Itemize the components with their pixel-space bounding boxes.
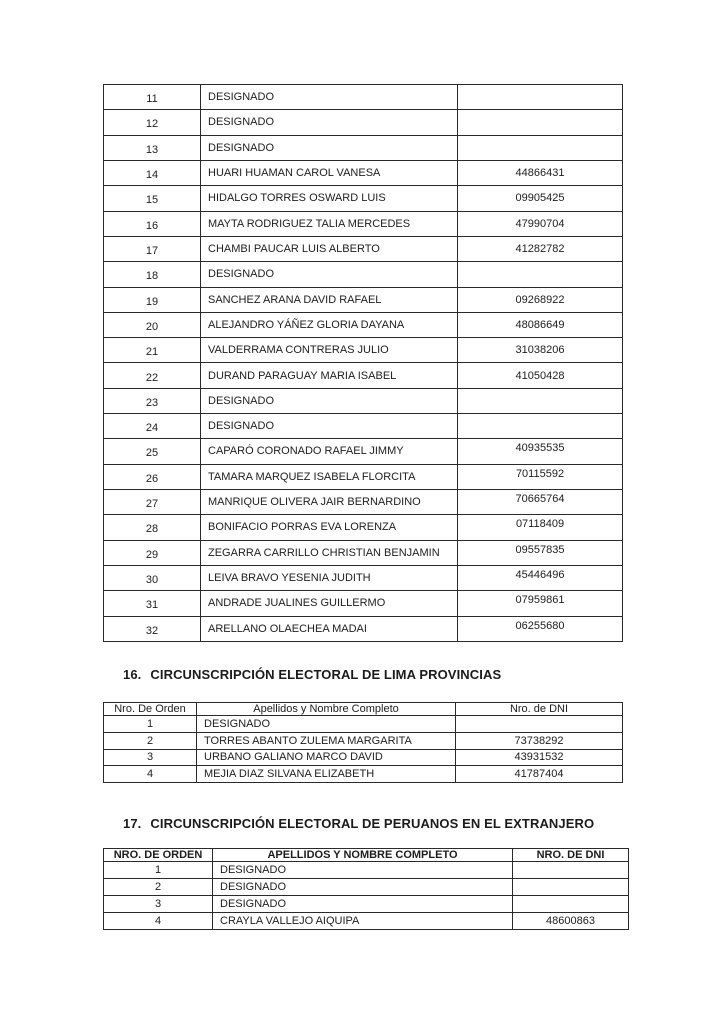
dni-number-cell (458, 414, 623, 439)
order-number-cell: 26 (104, 464, 201, 489)
section-16-heading (123, 667, 501, 682)
order-number-cell: 15 (104, 186, 201, 211)
table-row (104, 287, 623, 312)
table-header-row (104, 849, 629, 862)
order-number-cell: 3 (104, 896, 213, 913)
order-number-cell: 25 (104, 439, 201, 464)
dni-number-cell: 47990704 (458, 211, 623, 236)
table-header-row (104, 703, 623, 716)
table-row (104, 414, 623, 439)
full-name-cell: ALEJANDRO YÁÑEZ GLORIA DAYANA (201, 312, 458, 337)
table-row (104, 591, 623, 616)
dni-number-cell: 07959861 (458, 591, 623, 616)
full-name-cell: SANCHEZ ARANA DAVID RAFAEL (201, 287, 458, 312)
table-row (104, 565, 623, 590)
order-number-cell: 3 (104, 749, 197, 766)
table-row (104, 766, 623, 783)
full-name-cell: ARELLANO OLAECHEA MADAI (201, 616, 458, 641)
dni-number-cell: 44866431 (458, 160, 623, 185)
order-number-cell: 27 (104, 490, 201, 515)
full-name-cell: DESIGNADO (201, 135, 458, 160)
order-number-cell: 4 (104, 766, 197, 783)
table-row (104, 388, 623, 413)
table-row (104, 540, 623, 565)
full-name-cell: DESIGNADO (201, 414, 458, 439)
full-name-cell: MEJIA DIAZ SILVANA ELIZABETH (197, 766, 456, 783)
order-number-cell: 4 (104, 913, 213, 930)
electoral-list-continuation-table (103, 84, 623, 642)
full-name-cell: DESIGNADO (201, 110, 458, 135)
dni-number-cell: 41787404 (456, 766, 623, 783)
section-16-title: CIRCUNSCRIPCIÓN ELECTORAL DE LIMA PROVINCIAS (150, 667, 502, 682)
order-number-cell: 21 (104, 338, 201, 363)
dni-number-cell: 06255680 (458, 616, 623, 641)
full-name-cell: BONIFACIO PORRAS EVA LORENZA (201, 515, 458, 540)
dni-number-cell: 09268922 (458, 287, 623, 312)
table-row (104, 236, 623, 261)
order-number-cell: 31 (104, 591, 201, 616)
dni-number-cell: 48086649 (458, 312, 623, 337)
full-name-cell: URBANO GALIANO MARCO DAVID (197, 749, 456, 766)
order-number-cell: 17 (104, 236, 201, 261)
dni-number-cell: 41282782 (458, 236, 623, 261)
table-row (104, 490, 623, 515)
order-number-cell: 2 (104, 732, 197, 749)
full-name-cell: TORRES ABANTO ZULEMA MARGARITA (197, 732, 456, 749)
table-row (104, 913, 629, 930)
full-name-cell: MANRIQUE OLIVERA JAIR BERNARDINO (201, 490, 458, 515)
order-number-cell: 18 (104, 262, 201, 287)
table-row (104, 732, 623, 749)
order-number-cell: 28 (104, 515, 201, 540)
dni-number-cell: 48600863 (513, 913, 629, 930)
order-number-cell: 16 (104, 211, 201, 236)
order-number-cell: 20 (104, 312, 201, 337)
section-17-heading (123, 816, 594, 831)
dni-number-cell (458, 262, 623, 287)
dni-number-cell: 70665764 (458, 490, 623, 515)
dni-number-cell (513, 862, 629, 879)
table-row (104, 896, 629, 913)
dni-number-cell (513, 896, 629, 913)
order-number-cell: 19 (104, 287, 201, 312)
table-row (104, 439, 623, 464)
order-column-header: NRO. DE ORDEN (104, 849, 213, 862)
dni-number-cell: 43931532 (456, 749, 623, 766)
table-row (104, 338, 623, 363)
dni-number-cell: 41050428 (458, 363, 623, 388)
table-row (104, 262, 623, 287)
table-row (104, 879, 629, 896)
name-column-header: Apellidos y Nombre Completo (197, 703, 456, 716)
section-17-number: 17. (123, 816, 142, 831)
order-number-cell: 14 (104, 160, 201, 185)
order-number-cell: 2 (104, 879, 213, 896)
dni-number-cell (513, 879, 629, 896)
dni-number-cell: 07118409 (458, 515, 623, 540)
dni-number-cell (456, 716, 623, 733)
table-row (104, 85, 623, 110)
table-row (104, 186, 623, 211)
full-name-cell: CRAYLA VALLEJO AIQUIPA (213, 913, 513, 930)
full-name-cell: HIDALGO TORRES OSWARD LUIS (201, 186, 458, 211)
full-name-cell: DESIGNADO (201, 388, 458, 413)
order-number-cell: 24 (104, 414, 201, 439)
order-number-cell: 12 (104, 110, 201, 135)
dni-number-cell: 45446496 (458, 565, 623, 590)
order-number-cell: 11 (104, 85, 201, 110)
table-row (104, 211, 623, 236)
full-name-cell: ZEGARRA CARRILLO CHRISTIAN BENJAMIN (201, 540, 458, 565)
full-name-cell: DESIGNADO (213, 879, 513, 896)
dni-number-cell (458, 85, 623, 110)
table-row (104, 312, 623, 337)
full-name-cell: TAMARA MARQUEZ ISABELA FLORCITA (201, 464, 458, 489)
order-number-cell: 1 (104, 716, 197, 733)
dni-column-header: Nro. de DNI (456, 703, 623, 716)
full-name-cell: VALDERRAMA CONTRERAS JULIO (201, 338, 458, 363)
dni-number-cell: 73738292 (456, 732, 623, 749)
full-name-cell: DESIGNADO (201, 262, 458, 287)
table-row (104, 135, 623, 160)
peruanos-extranjero-table (103, 848, 629, 930)
full-name-cell: LEIVA BRAVO YESENIA JUDITH (201, 565, 458, 590)
full-name-cell: ANDRADE JUALINES GUILLERMO (201, 591, 458, 616)
order-number-cell: 30 (104, 565, 201, 590)
full-name-cell: DESIGNADO (201, 85, 458, 110)
dni-number-cell (458, 110, 623, 135)
full-name-cell: MAYTA RODRIGUEZ TALIA MERCEDES (201, 211, 458, 236)
section-17-title: CIRCUNSCRIPCIÓN ELECTORAL DE PERUANOS EN EL EXTRANJERO (150, 816, 595, 831)
full-name-cell: DESIGNADO (213, 862, 513, 879)
order-number-cell: 22 (104, 363, 201, 388)
name-column-header: APELLIDOS Y NOMBRE COMPLETO (213, 849, 513, 862)
table-row (104, 363, 623, 388)
dni-column-header: NRO. DE DNI (513, 849, 629, 862)
full-name-cell: DESIGNADO (213, 896, 513, 913)
dni-number-cell (458, 135, 623, 160)
order-number-cell: 32 (104, 616, 201, 641)
full-name-cell: CHAMBI PAUCAR LUIS ALBERTO (201, 236, 458, 261)
order-number-cell: 1 (104, 862, 213, 879)
order-number-cell: 23 (104, 388, 201, 413)
table-row (104, 862, 629, 879)
table-row (104, 110, 623, 135)
full-name-cell: DESIGNADO (197, 716, 456, 733)
table-row (104, 616, 623, 641)
table-row (104, 749, 623, 766)
dni-number-cell: 09557835 (458, 540, 623, 565)
dni-number-cell: 40935535 (458, 439, 623, 464)
dni-number-cell: 31038206 (458, 338, 623, 363)
dni-number-cell (458, 388, 623, 413)
full-name-cell: CAPARÓ CORONADO RAFAEL JIMMY (201, 439, 458, 464)
table-row (104, 515, 623, 540)
section-16-number: 16. (123, 667, 142, 682)
order-number-cell: 13 (104, 135, 201, 160)
table-row (104, 716, 623, 733)
order-column-header: Nro. De Orden (104, 703, 197, 716)
table-row (104, 160, 623, 185)
full-name-cell: HUARI HUAMAN CAROL VANESA (201, 160, 458, 185)
order-number-cell: 29 (104, 540, 201, 565)
dni-number-cell: 70115592 (458, 464, 623, 489)
full-name-cell: DURAND PARAGUAY MARIA ISABEL (201, 363, 458, 388)
table-row (104, 464, 623, 489)
lima-provincias-table (103, 702, 623, 783)
dni-number-cell: 09905425 (458, 186, 623, 211)
